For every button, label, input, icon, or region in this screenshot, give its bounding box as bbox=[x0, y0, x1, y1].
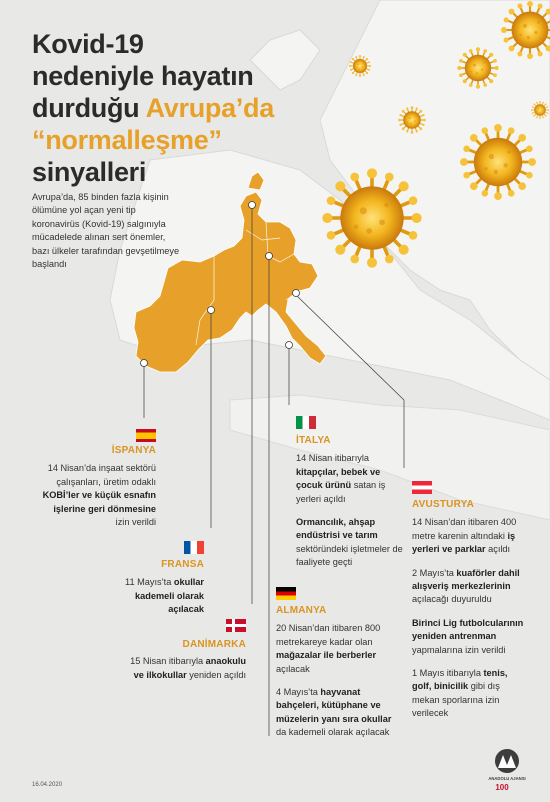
title-line: durduğu Avrupa’da bbox=[32, 93, 274, 123]
title-line: “normalleşme” bbox=[32, 125, 222, 155]
italy-flag-icon bbox=[296, 416, 316, 429]
title-line: Kovid-19 bbox=[32, 29, 144, 59]
title-line: nedeniyle hayatın bbox=[32, 61, 254, 91]
country-name: İTALYA bbox=[296, 435, 331, 446]
country-name: DANİMARKA bbox=[182, 639, 246, 650]
country-denmark: DANİMARKA 15 Nisan itibarıyla anaokulu ve ilkokullar yeniden açıldı bbox=[120, 638, 246, 682]
austria-flag-icon bbox=[412, 481, 432, 494]
coronavirus-icon bbox=[531, 101, 549, 119]
intro-text: Avrupa’da, 85 binden fazla kişinin ölümüne yol açan yeni tip koronavirüs (Kovid-19) salgınıyla mücadelede alınan sert önemler, bazı ülkeler tarafından gevşetilmeye başlandı bbox=[32, 192, 180, 270]
title-line: sinyalleri bbox=[32, 157, 147, 187]
svg-text:ANADOLU AJANSI: ANADOLU AJANSI bbox=[488, 776, 526, 781]
coronavirus-icon bbox=[349, 55, 371, 77]
svg-text:100: 100 bbox=[495, 783, 509, 792]
page-title bbox=[32, 28, 332, 188]
coronavirus-icon bbox=[460, 124, 536, 200]
spain-flag-icon bbox=[136, 429, 156, 442]
denmark-flag-icon bbox=[226, 619, 246, 632]
publish-date: 16.04.2020 bbox=[32, 782, 63, 788]
germany-flag-icon bbox=[276, 587, 296, 600]
country-spain: İSPANYA 14 Nisan’da inşaat sektörü çalışanları, üretim odaklı KOBİ’ler ve küçük esnafın işlerine geri dönmesine izin verildi bbox=[40, 444, 156, 529]
country-austria: AVUSTURYA 14 Nisan’dan itibaren 400 metre karenin altındaki iş yerleri ve parklar açıldı 2 Mayıs’ta kuaförler dahil alışveriş merkezlerinin açılacağı duyuruldu Birinci Lig futbolcularının yeniden antrenman yapmalarına izin verildi 1 Mayıs itibarıyla tenis, golf, binicilik gibi dış mekan sporlarına izin verilecek bbox=[412, 498, 528, 721]
anadolu-agency-logo bbox=[488, 748, 526, 794]
country-name: AVUSTURYA bbox=[412, 499, 474, 510]
country-name: ALMANYA bbox=[276, 605, 327, 616]
country-name: İSPANYA bbox=[111, 445, 156, 456]
coronavirus-icon bbox=[457, 47, 498, 88]
country-germany: ALMANYA 20 Nisan’dan itibaren 800 metrekareye kadar olan mağazalar ile berberler açılacak 4 Mayıs’ta hayvanat bahçeleri, kütüphane ve müzelerin yanı sıra okullar da kademeli olarak açılacak bbox=[276, 605, 392, 738]
france-flag-icon bbox=[184, 541, 204, 554]
coronavirus-icon bbox=[398, 106, 426, 134]
country-name: FRANSA bbox=[161, 559, 204, 570]
country-italy: İTALYA 14 Nisan itibarıyla kitapçılar, bebek ve çocuk ürünü satan iş yerleri açıldı Ormancılık, ahşap endüstrisi ve tarım sektöründeki işletmeler de faaliyete geçti bbox=[296, 434, 408, 570]
coronavirus-icon bbox=[322, 168, 421, 267]
country-france: FRANSA 11 Mayıs’ta okullar kademeli olarak açılacak bbox=[110, 558, 204, 617]
